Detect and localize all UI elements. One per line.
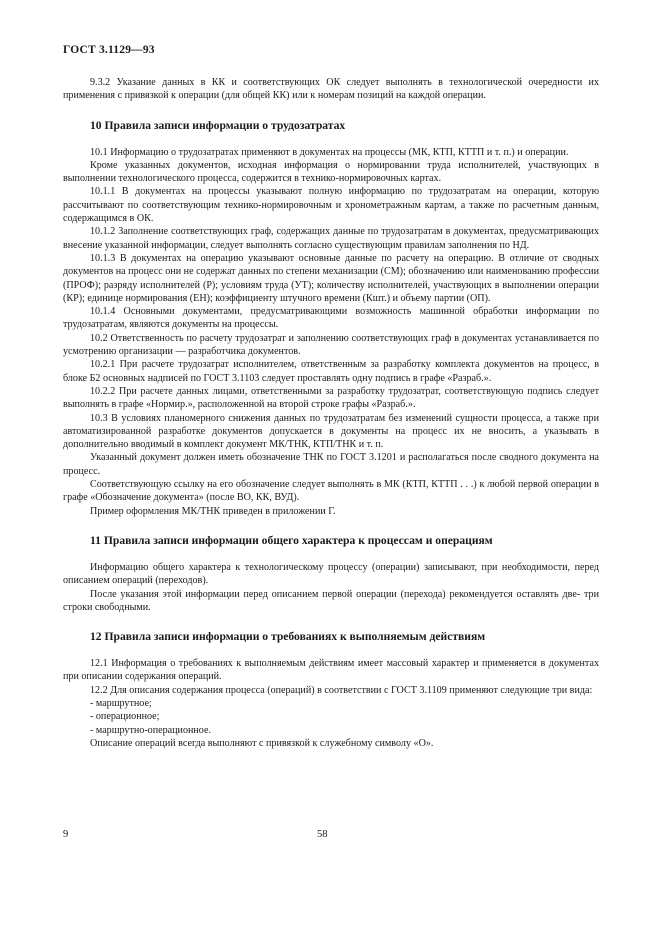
paragraph-9-3-2: 9.3.2 Указание данных в КК и соответствующих ОК следует выполнять в технологической очередности их применения с привязкой к операции (для общей КК) или к номерам позиций на каждой операции. <box>63 77 599 102</box>
paragraph: 10.1.3 В документах на операцию указывают основные данные по расчету на операцию. В отличие от сводных документов на процесс они не содержат данных по степени механизации (СМ); обозначению или наименованию профессии (ПРОФ); разряду исполнителей (Р); условиям труда (УТ); количеству исполнителей, участвующих в выполнении операции (КР); единице нормирования (ЕН); коэффициенту штучного времени (Кшт.) и объему партии (ОП). <box>63 252 599 304</box>
paragraph: 10.1.4 Основными документами, предусматривающими возможность машинной обработки информации по трудозатратам, являются документы на процессы. <box>63 306 599 331</box>
list-item: - операционное; <box>90 711 160 723</box>
section-11-title: 11 Правила записи информации общего характера к процессам и операциям <box>90 533 493 547</box>
paragraph: 12.1 Информация о требованиях к выполняемым действиям имеет массовый характер и применяется в документах при описании содержания операций. <box>63 658 599 683</box>
paragraph: 10.2.1 При расчете трудозатрат исполнителем, ответственным за разработку комплекта документов на процесс, в блоке Б2 основных надписей по ГОСТ 3.1103 следует проставлять одну подпись в графе «Разраб.». <box>63 359 599 384</box>
paragraph: После указания этой информации перед описанием первой операции (перехода) рекомендуется оставлять две- три строки свободными. <box>63 588 599 613</box>
section-10-title: 10 Правила записи информации о трудозатратах <box>90 118 346 132</box>
paragraph: 12.2 Для описания содержания процесса (операций) в соответствии с ГОСТ 3.1109 применяют следующие три вида: <box>90 684 593 696</box>
paragraph: 10.3 В условиях планомерного снижения данных по трудозатратам без изменений сущности процесса, а также при автоматизированной разработке документов допускается в документы на процесс их не вносить, а указывать в дополнительно вводимый в комплект документ МК/ТНК, КТП/ТНК и т. п. <box>63 412 599 451</box>
paragraph: Описание операций всегда выполняют с привязкой к служебному символу «О». <box>90 737 434 749</box>
paragraph: Информацию общего характера к технологическому процессу (операции) записывают, при необходимости, перед описанием операций (переходов). <box>63 561 599 587</box>
list-item: - маршрутное; <box>90 697 152 709</box>
paragraph: Соответствующую ссылку на его обозначение следует выполнять в МК (КТП, КТТП . . .) к любой первой операции в графе «Обозначение документа» (после ВО, КК, ВУД). <box>63 479 599 504</box>
document-code: ГОСТ 3.1129—93 <box>63 44 155 56</box>
paragraph: 10.1 Информацию о трудозатратах применяют в документах на процессы (МК, КТП, КТТП и т. п.) и операции. <box>90 146 569 158</box>
paragraph: Кроме указанных документов, исходная информация о нормировании труда исполнителей, участвующих в выполнении технологического процесса, содержится в технико-нормировочных картах. <box>63 159 599 185</box>
page-number: 58 <box>317 829 328 840</box>
list-item: - маршрутно-операционное. <box>90 724 211 736</box>
footer-left-number: 9 <box>63 829 69 840</box>
paragraph: 10.2.2 При расчете данных лицами, ответственными за разработку трудозатрат, соответствующую подпись следует выполнять в графе «Нормир.», расположенной на второй строке графы «Разраб.». <box>63 385 599 411</box>
paragraph: Пример оформления МК/ТНК приведен в приложении Г. <box>90 505 336 517</box>
paragraph: 10.2 Ответственность по расчету трудозатрат и заполнению соответствующих граф в документах устанавливается по усмотрению организации — разработчика документов. <box>63 332 599 358</box>
paragraph: 10.1.1 В документах на процессы указывают полную информацию по трудозатратам на операции, которую рассчитывают по соответствующим технико-нормировочным и хронометражным картам, а также по расчетным данным, содержащимся в ОК. <box>63 186 599 225</box>
paragraph: Указанный документ должен иметь обозначение ТНК по ГОСТ 3.1201 и располагаться после сводного документа на процесс. <box>63 452 599 477</box>
section-12-title: 12 Правила записи информации о требованиях к выполняемым действиям <box>90 630 486 644</box>
page-body <box>63 76 599 750</box>
paragraph: 10.1.2 Заполнение соответствующих граф, содержащих данные по трудозатратам в документах, предусматривающих внесение указанной информации, следует выполнять согласно существующим правилам заполнения по НД. <box>63 226 599 251</box>
